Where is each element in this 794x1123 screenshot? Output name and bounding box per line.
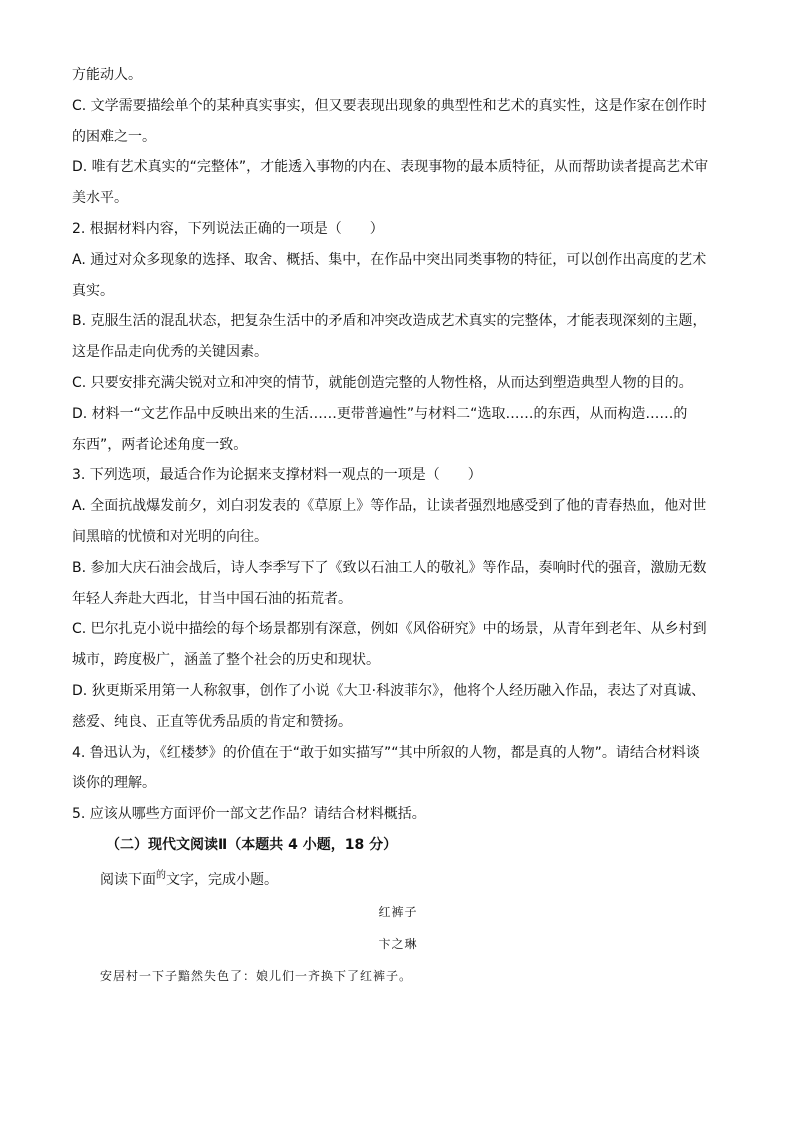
- question-4-line-1: 4. 鲁迅认为，《红楼梦》的价值在于“敢于如实描写”“其中所叙的人物，都是真的人物”。请结合材料谈: [72, 744, 700, 761]
- question-2-option-d-line-1: D. 材料一“文艺作品中反映出来的生活……更带普遍性”与材料二“选取……的东西，从而构造……的: [72, 405, 688, 422]
- question-3-option-a-line-2: 间黑暗的忧愤和对光明的向往。: [72, 528, 268, 545]
- option-1d-line-1: D. 唯有艺术真实的“完整体”，才能透入事物的内在、表现事物的最本质特征，从而帮助读者提高艺术审: [72, 159, 709, 176]
- question-4-line-2: 谈你的理解。: [72, 775, 156, 792]
- option-1c-line-2: 的困难之一。: [72, 128, 156, 145]
- question-2-option-c-line-1: C. 只要安排充满尖锐对立和冲突的情节，就能创造完整的人物性格，从而达到塑造典型人物的目的。: [72, 374, 693, 391]
- question-2-option-a-line-2: 真实。: [72, 282, 114, 299]
- question-3-stem: 3. 下列选项，最适合作为论据来支撑材料一观点的一项是（ ）: [72, 467, 482, 484]
- document-page: [72, 60, 724, 992]
- question-2-option-b-line-1: B. 克服生活的混乱状态，把复杂生活中的矛盾和冲突改造成艺术真实的完整体，才能表现深刻的主题，: [72, 313, 707, 330]
- instruction-text-after: 文字，完成小题。: [166, 871, 278, 888]
- question-3-option-a-line-1: A. 全面抗战爆发前夕，刘白羽发表的《草原上》等作品，让读者强烈地感受到了他的青春热血，他对世: [72, 498, 707, 515]
- story-first-line: 安居村一下子黯然失色了：娘儿们一齐换下了红裤子。: [100, 968, 413, 983]
- question-5-line-1: 5. 应该从哪些方面评价一部文艺作品？请结合材料概括。: [72, 806, 426, 823]
- question-3-option-d-line-2: 慈爱、纯良、正直等优秀品质的肯定和赞扬。: [72, 713, 352, 730]
- question-2-option-b-line-2: 这是作品走向优秀的关键因素。: [72, 344, 268, 361]
- question-2-option-d-line-2: 东西”，两者论述角度一致。: [72, 436, 248, 453]
- instruction-text-before: 阅读下面: [100, 871, 156, 888]
- question-2-option-a-line-1: A. 通过对众多现象的选择、取舍、概括、集中，在作品中突出同类事物的特征，可以创作出高度的艺术: [72, 251, 707, 268]
- instruction-superscript: 的: [156, 869, 166, 881]
- passage-continuation: 方能动人。: [72, 67, 142, 83]
- question-3-option-d-line-1: D. 狄更斯采用第一人称叙事，创作了小说《大卫·科波菲尔》，他将个人经历融入作品，表达了对真诚、: [72, 682, 706, 699]
- question-3-option-c-line-1: C. 巴尔扎克小说中描绘的每个场景都别有深意，例如《风俗研究》中的场景，从青年到老年、从乡村到: [72, 621, 707, 638]
- question-2-stem: 2. 根据材料内容，下列说法正确的一项是（ ）: [72, 220, 384, 237]
- reading-instruction: [72, 861, 724, 892]
- section-heading: （二）现代文阅读Ⅱ（本题共 4 小题，18 分）: [106, 836, 398, 853]
- question-3-option-b-line-1: B. 参加大庆石油会战后，诗人李季写下了《致以石油工人的敬礼》等作品，奏响时代的强音，激励无数: [72, 559, 707, 576]
- option-1d-line-2: 美水平。: [72, 190, 128, 207]
- question-3-option-b-line-2: 年轻人奔赴大西北，甘当中国石油的拓荒者。: [72, 590, 352, 607]
- story-title: 红裤子: [378, 904, 418, 919]
- question-3-option-c-line-2: 城市，跨度极广，涵盖了整个社会的历史和现状。: [72, 652, 380, 669]
- option-1c-line-1: C. 文学需要描绘单个的某种真实事实，但又要表现出现象的典型性和艺术的真实性，这是作家在创作时: [72, 97, 707, 114]
- story-author: 卞之琳: [378, 936, 418, 951]
